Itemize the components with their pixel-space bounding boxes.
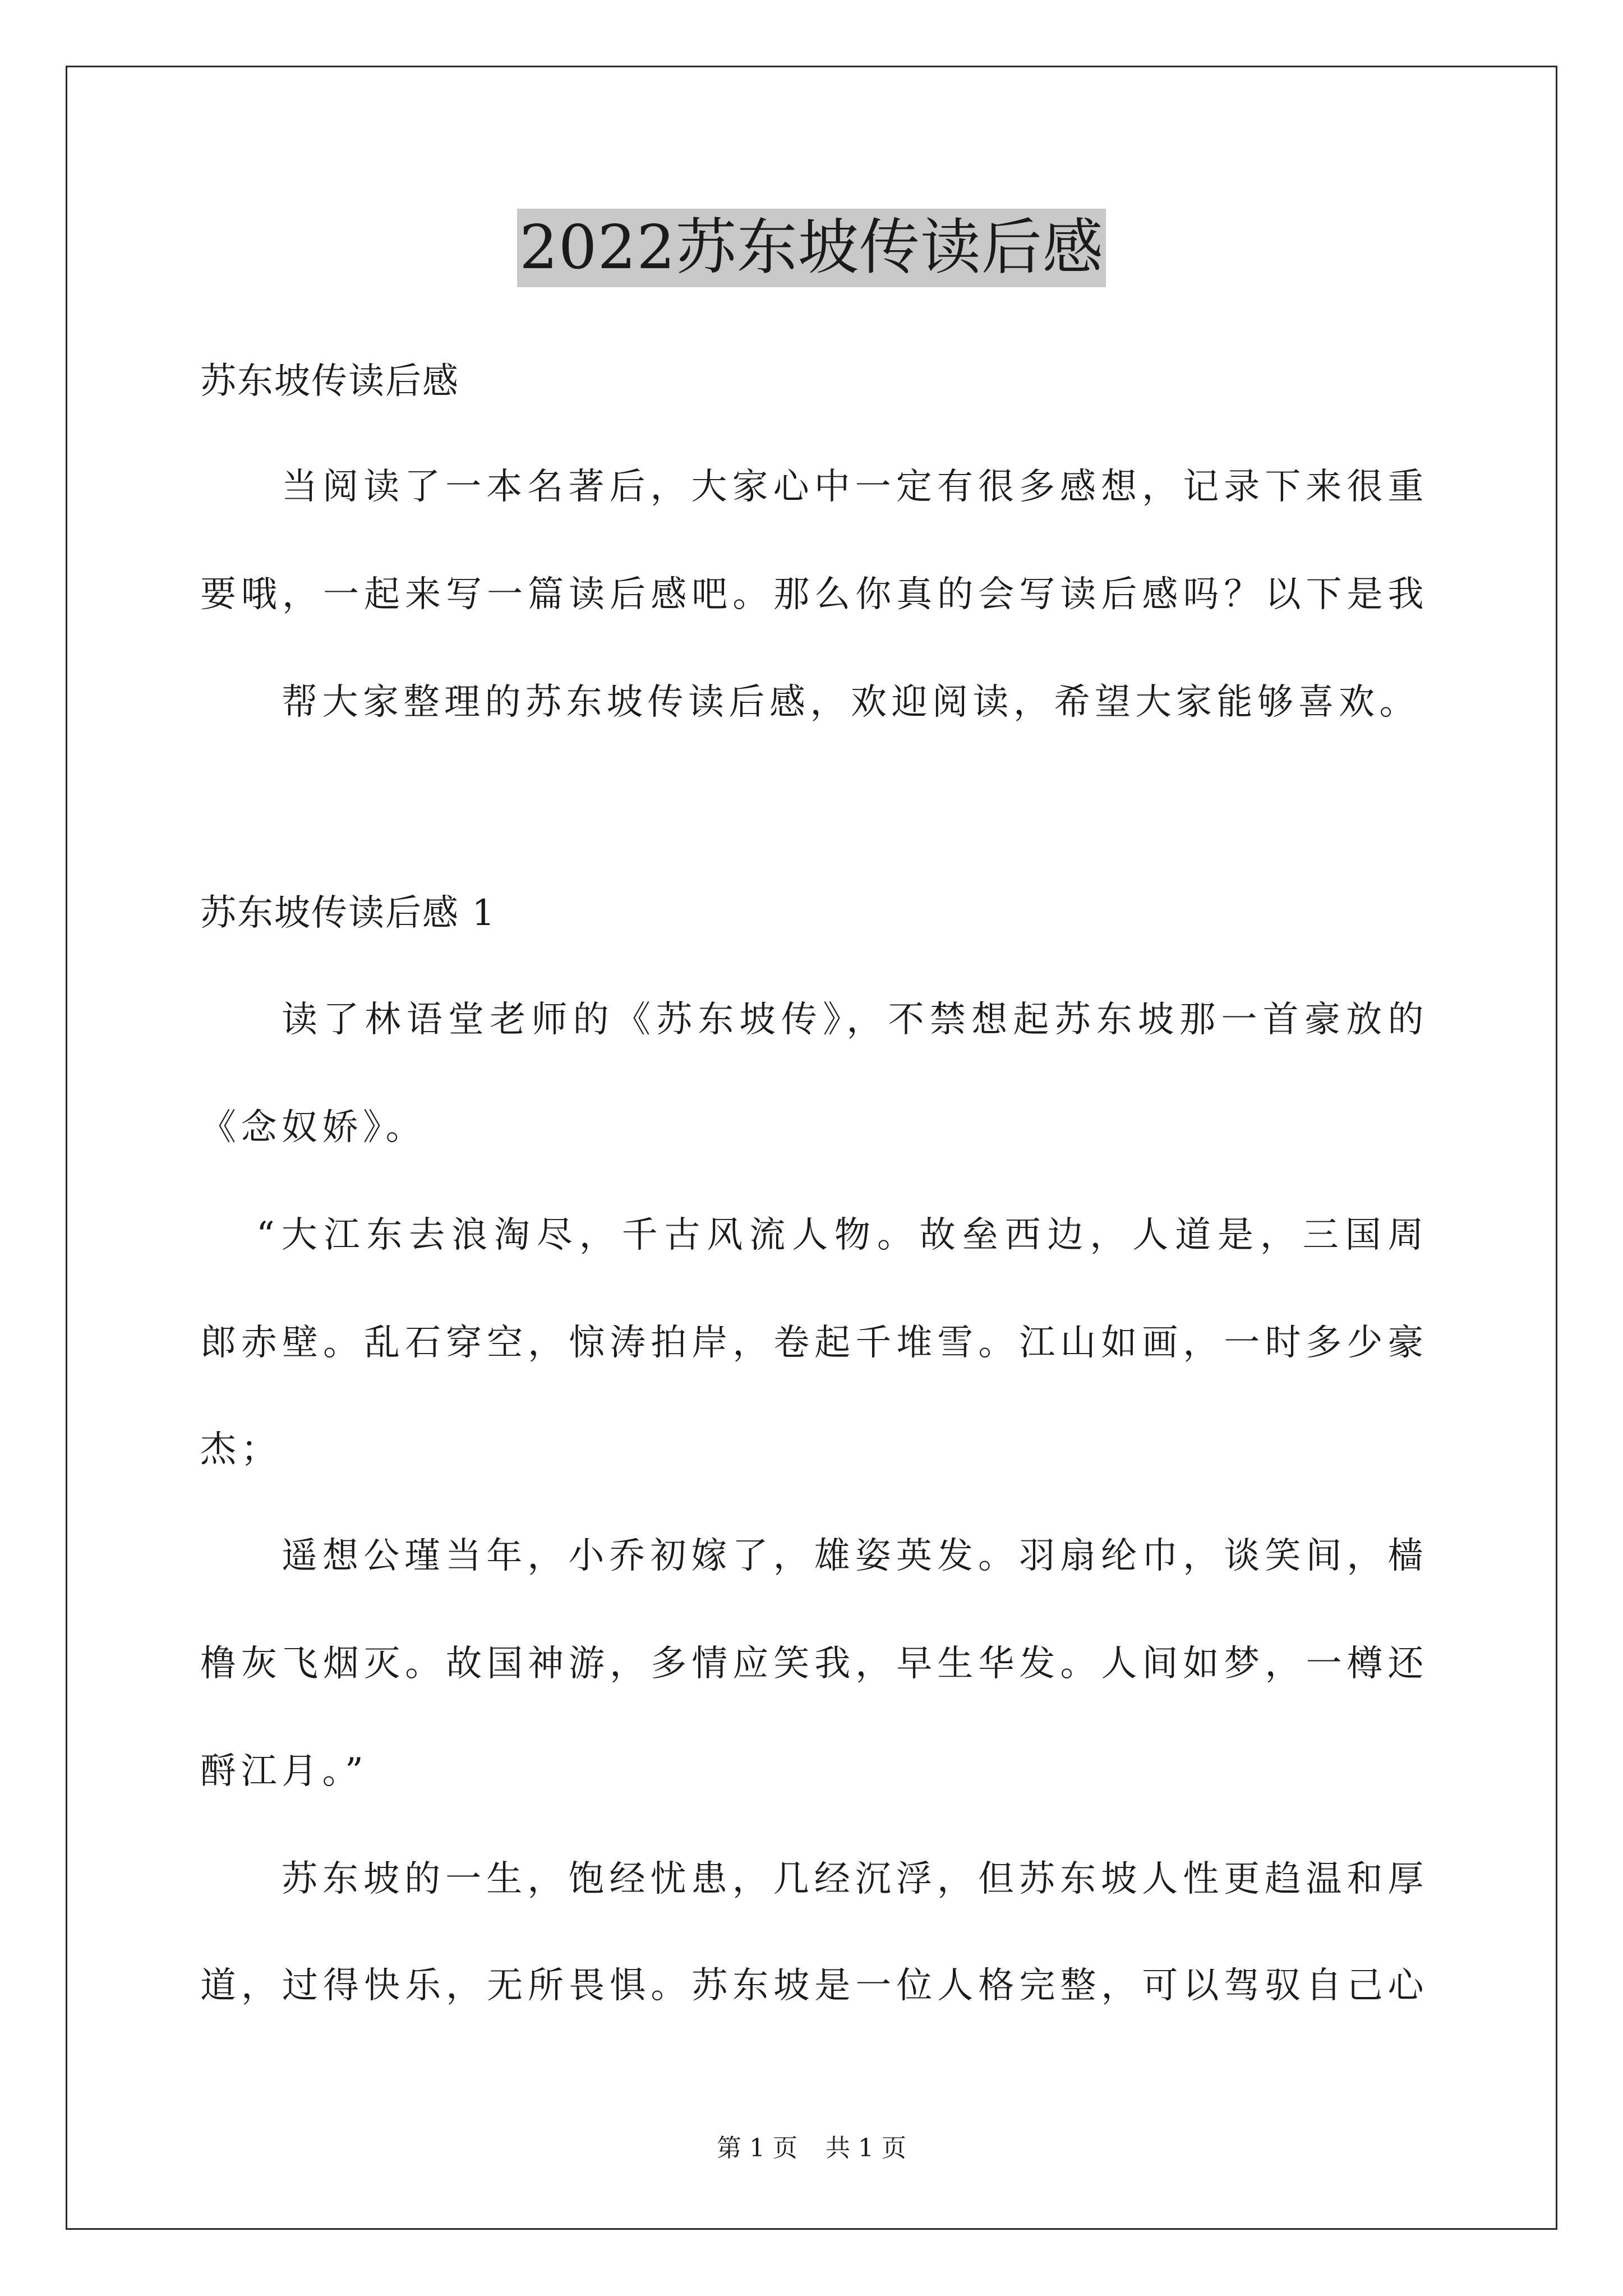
intro-line: 要哦，一起来写一篇读后感吧。那么你真的会写读后感吗？以下是我 — [200, 574, 1428, 615]
paragraph-line: 遥想公瑾当年，小乔初嫁了，雄姿英发。羽扇纶巾，谈笑间，樯 — [282, 1535, 1428, 1577]
paragraph-line: 《念奴娇》。 — [200, 1107, 426, 1148]
paragraph-line: 郎赤壁。乱石穿空，惊涛拍岸，卷起千堆雪。江山如画，一时多少豪 — [200, 1322, 1428, 1364]
paragraph-line: 读了林语堂老师的《苏东坡传》，不禁想起苏东坡那一首豪放的 — [282, 999, 1428, 1041]
page-number-current: 第 1 页 — [717, 2134, 797, 2162]
paragraph-line: 橹灰飞烟灭。故国神游，多情应笑我，早生华发。人间如梦，一樽还 — [200, 1643, 1428, 1685]
paragraph-line: 道，过得快乐，无所畏惧。苏东坡是一位人格完整，可以驾驭自己心 — [200, 1965, 1428, 2007]
paragraph-line: 杰； — [200, 1429, 282, 1470]
intro-line: 当阅读了一本名著后，大家心中一定有很多感想，记录下来很重 — [282, 466, 1428, 508]
paragraph-line: 酹江月。” — [200, 1751, 368, 1792]
page-number-total: 共 1 页 — [826, 2134, 906, 2162]
paragraph-line: 苏东坡的一生，饱经忧患，几经沉浮，但苏东坡人性更趋温和厚 — [282, 1858, 1428, 1900]
paragraph-line: “大江东去浪淘尽，千古风流人物。故垒西边，人道是，三国周 — [256, 1214, 1428, 1256]
intro-line: 帮大家整理的苏东坡传读后感，欢迎阅读，希望大家能够喜欢。 — [282, 682, 1420, 723]
subtitle: 苏东坡传读后感 — [200, 361, 459, 402]
title-container — [0, 209, 1623, 287]
document-title: 2022苏东坡传读后感 — [517, 209, 1106, 287]
page-footer — [0, 2132, 1623, 2165]
section-heading: 苏东坡传读后感 1 — [200, 892, 496, 934]
